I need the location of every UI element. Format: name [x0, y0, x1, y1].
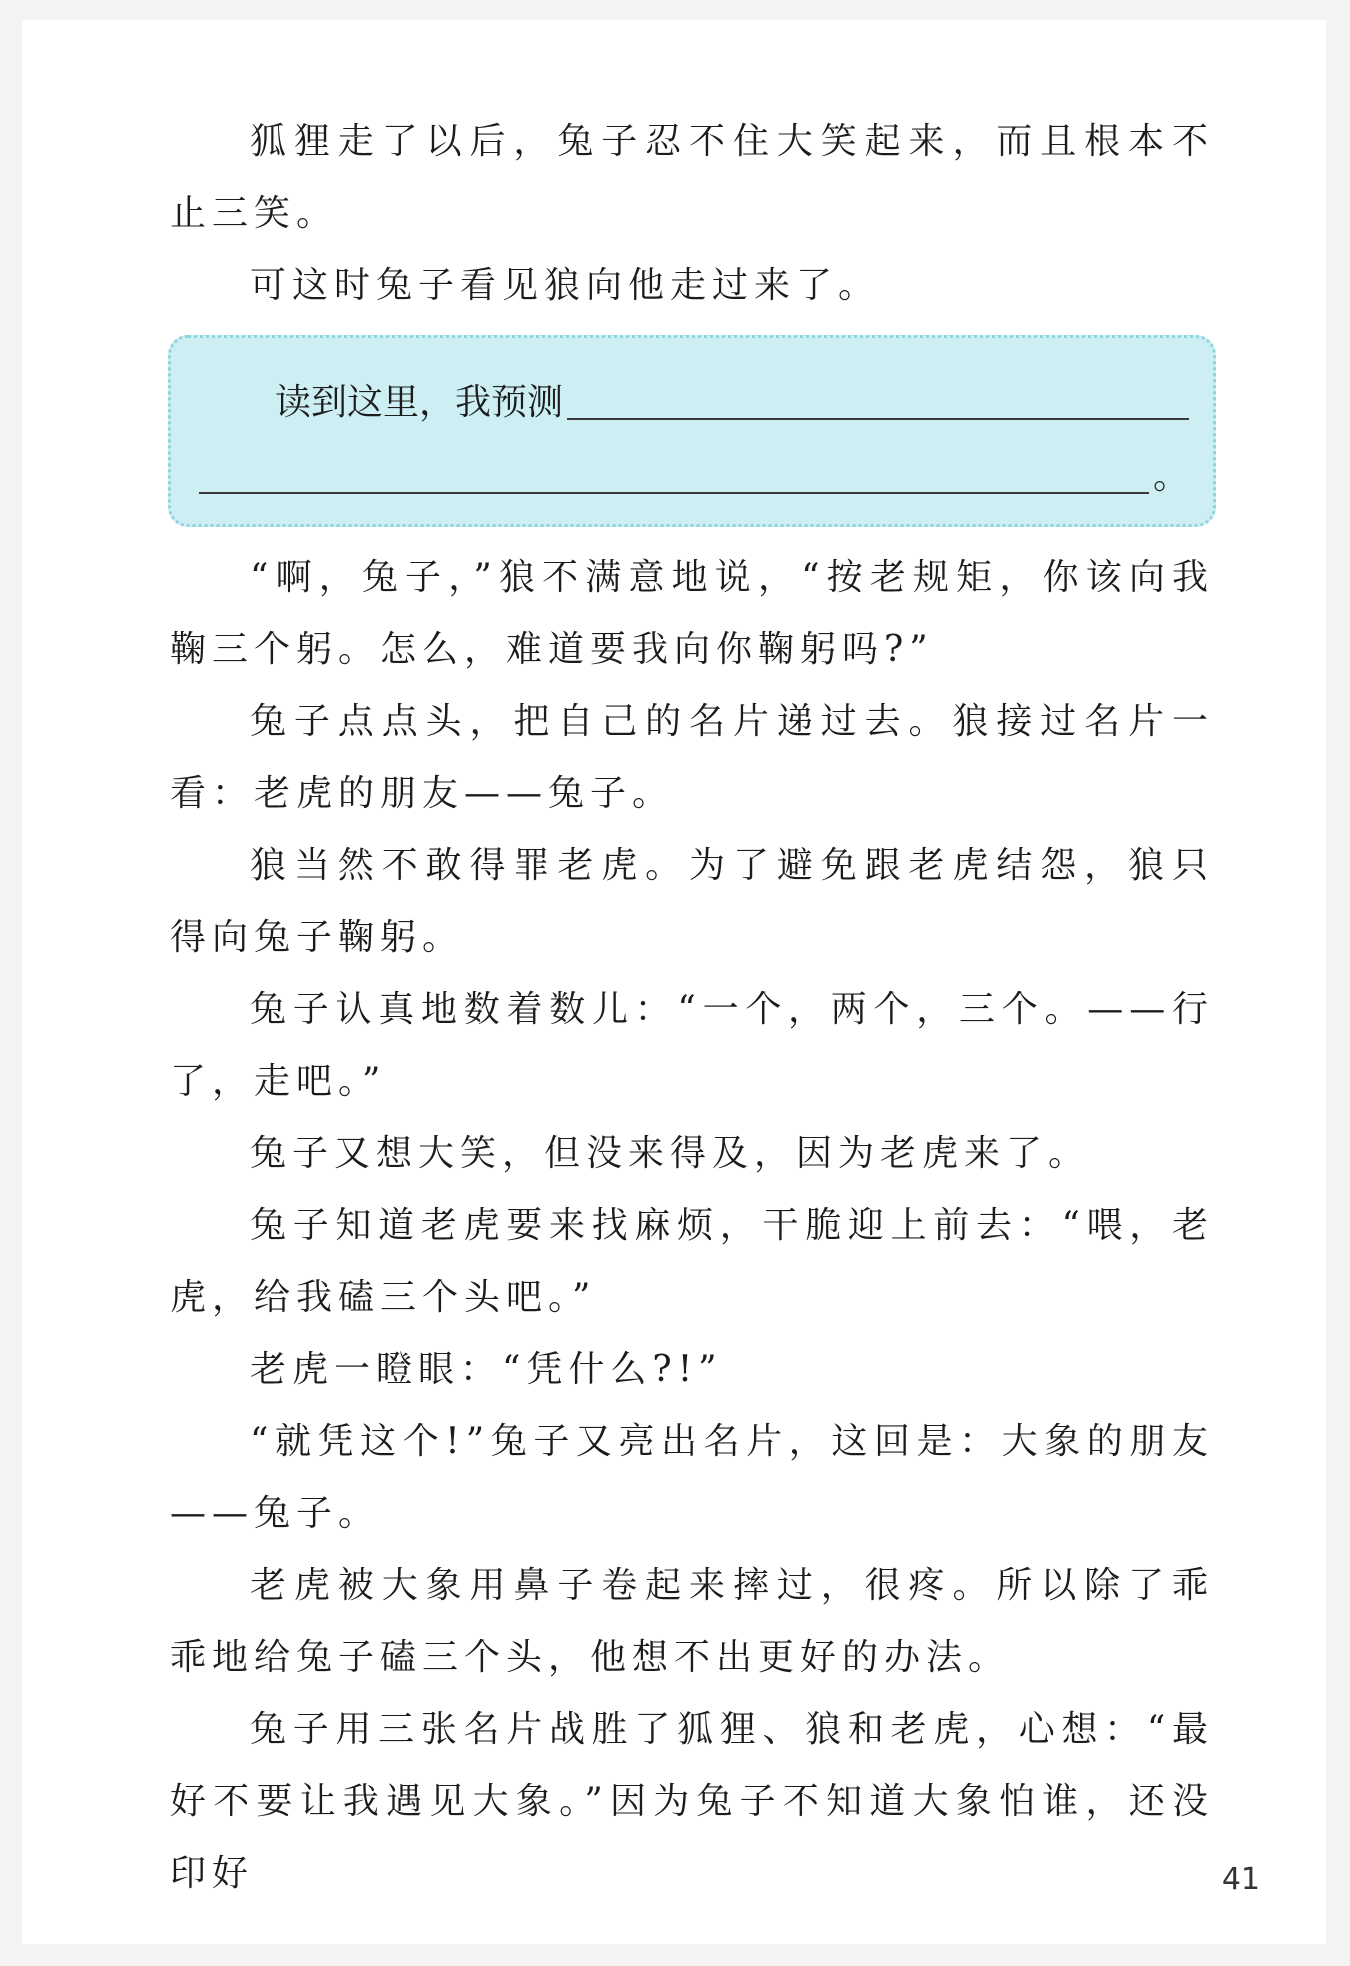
prediction-box — [168, 335, 1216, 527]
paragraph: 狐狸走了以后，兔子忍不住大笑起来，而且根本不止三笑。 — [170, 121, 1214, 234]
paragraph: 兔子又想大笑，但没来得及，因为老虎来了。 — [250, 1133, 1091, 1174]
paragraph: 兔子认真地数着数儿：“一个，两个，三个。——行了，走吧。” — [170, 989, 1214, 1102]
story-text-top — [170, 106, 1214, 322]
answer-blank-2[interactable] — [199, 452, 1149, 494]
prediction-end-mark: 。 — [1152, 456, 1189, 497]
paragraph: 兔子知道老虎要来找麻烦，干脆迎上前去：“喂，老虎，给我磕三个头吧。” — [170, 1205, 1214, 1318]
paragraph: 兔子用三张名片战胜了狐狸、狼和老虎，心想：“最好不要让我遇见大象。”因为兔子不知道大象怕谁，还没印好 — [170, 1709, 1214, 1894]
paragraph: 兔子点点头，把自己的名片递过去。狼接过名片一看：老虎的朋友——兔子。 — [170, 701, 1214, 814]
answer-blank-1[interactable] — [567, 378, 1189, 420]
page-number: 41 — [1221, 1862, 1260, 1897]
paragraph: 老虎一瞪眼：“凭什么?!” — [250, 1349, 723, 1390]
prediction-label: 读到这里，我预测 — [275, 382, 564, 423]
story-text-bottom — [170, 542, 1214, 1910]
paragraph: “啊，兔子，”狼不满意地说，“按老规矩，你该向我鞠三个躬。怎么，难道要我向你鞠躬吗?” — [170, 557, 1214, 670]
prediction-line-2 — [199, 450, 1189, 504]
paragraph: 老虎被大象用鼻子卷起来摔过，很疼。所以除了乖乖地给兔子磕三个头，他想不出更好的办法。 — [170, 1565, 1214, 1678]
paragraph: 狼当然不敢得罪老虎。为了避免跟老虎结怨，狼只得向兔子鞠躬。 — [170, 845, 1214, 958]
prediction-line-1 — [275, 376, 1189, 430]
paragraph: “就凭这个!”兔子又亮出名片，这回是：大象的朋友——兔子。 — [170, 1421, 1214, 1534]
paragraph: 可这时兔子看见狼向他走过来了。 — [250, 265, 881, 306]
